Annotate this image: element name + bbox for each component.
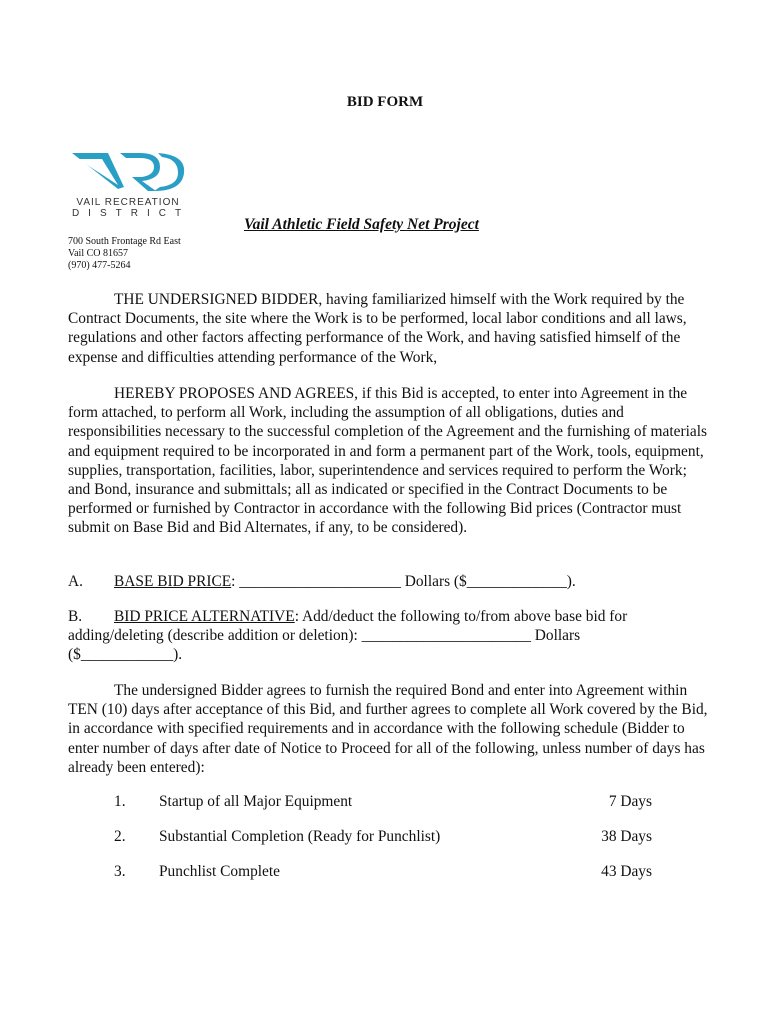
address-city: Vail CO 81657 [68,248,128,259]
schedule-number: 2. [114,828,126,845]
schedule-days: 38 Days [601,828,652,845]
alternative-line2[interactable]: adding/deleting (describe addition or deletion): ______________________ Dollars [68,627,581,644]
alternative-label: B. [68,608,83,625]
address-block [68,236,181,272]
schedule-row [68,828,652,848]
base-bid-fields[interactable]: : _____________________ Dollars ($_____________). [231,573,576,590]
schedule-days: 43 Days [601,863,652,880]
project-title: Vail Athletic Field Safety Net Project [244,216,479,233]
vrd-logo-mark [68,147,188,195]
schedule-number: 1. [114,793,126,810]
base-bid-heading: BASE BID PRICE [114,573,232,590]
alternative-line3[interactable]: ($____________). [68,646,183,663]
logo-text-line2: DISTRICT [71,208,191,219]
schedule-description: Startup of all Major Equipment [159,793,353,810]
alternative-line1-text: : Add/deduct the following to/from above base bid for [294,608,628,625]
schedule-row [68,863,652,883]
schedule-description: Substantial Completion (Ready for Punchlist) [159,828,441,845]
form-title: BID FORM [346,94,424,110]
logo-text-line1: VAIL RECREATION [76,197,180,208]
vrd-logo [68,147,191,219]
schedule-description: Punchlist Complete [159,863,280,880]
paragraph-undersigned: THE UNDERSIGNED BIDDER, having familiarized himself with the Work required by the Contract Documents, the site where the Work is to be performed, local labor conditions and all laws, regulations and other factors affecting performance of the Work, and having satisfied himself of the expense and difficulties attending performance of the Work, [68,291,687,366]
paragraph-proposes: HEREBY PROPOSES AND AGREES, if this Bid is accepted, to enter into Agreement in the form attached, to perform all Work, including the assumption of all obligations, duties and responsibilities necessary to the successful completion of the Agreement and the furnishing of materials and equipment required to be incorporated in and form a permanent part of the Work, tools, equipment, supplies, transportation, facilities, labor, superintendence and services required to perform the Work; and Bond, insurance and submittals; all as indicated or specified in the Contract Documents to be performed or furnished by Contractor in accordance with the following Bid prices (Contractor must submit on Base Bid and Bid Alternates, if any, to be considered). [68,385,707,537]
address-street: 700 South Frontage Rd East [68,236,181,247]
schedule-number: 3. [114,863,126,880]
alternative-heading: BID PRICE ALTERNATIVE [114,608,295,625]
base-bid-label: A. [68,573,83,590]
address-phone: (970) 477-5264 [68,260,131,271]
paragraph-schedule: The undersigned Bidder agrees to furnish the required Bond and enter into Agreement within TEN (10) days after acceptance of this Bid, and further agrees to complete all Work covered by the Bid, in accordance with specified requirements and in accordance with the following schedule (Bidder to enter number of days after date of Notice to Proceed for all of the following, unless number of days has already been entered): [68,682,708,776]
schedule-row [68,793,652,813]
schedule-days: 7 Days [608,793,652,810]
